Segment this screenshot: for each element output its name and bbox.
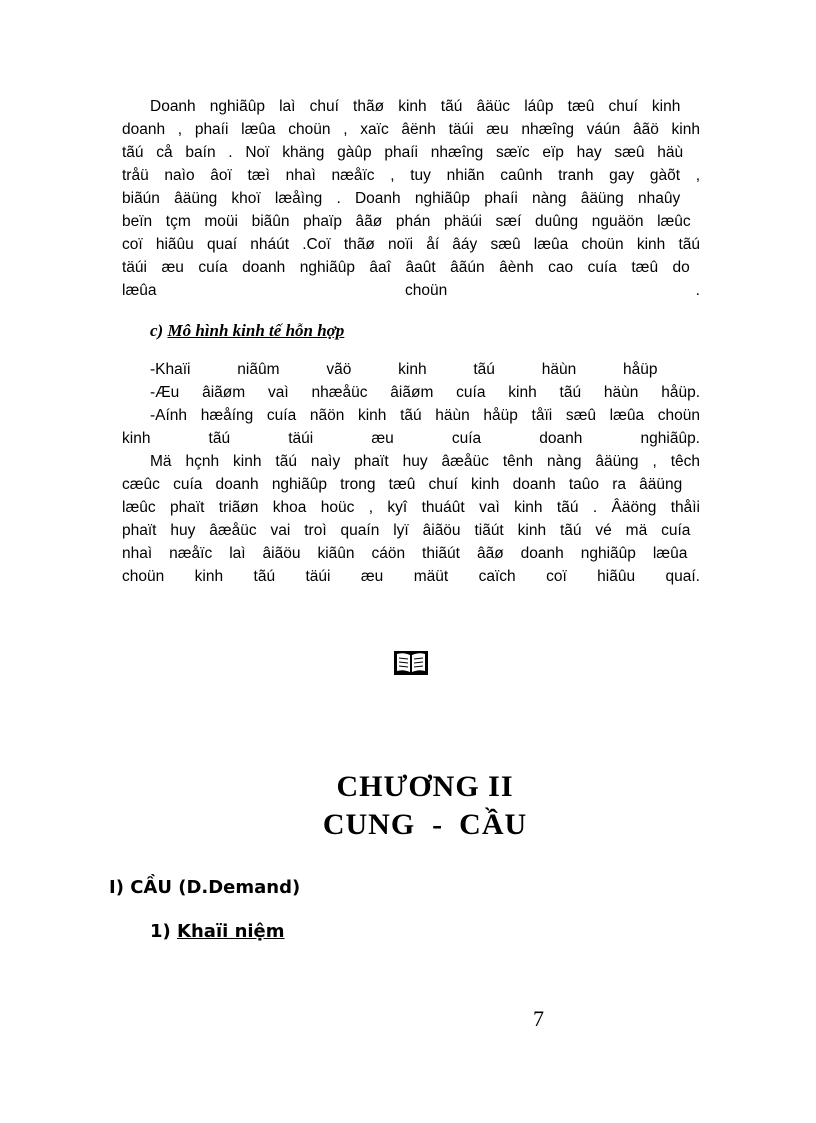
text-line: læûc phaït triãøn khoa hoüc , kyî thuáût vaì kinh tãú . Âäöng thåìi	[122, 499, 700, 516]
text-line: -Khaïi niãûm vãö kinh tãú häùn håüp	[150, 361, 658, 378]
text-line: choün kinh tãú täúi æu mäüt caïch coï hiãûu quaí.	[122, 568, 700, 585]
paragraph-1	[122, 95, 700, 302]
paragraph-2	[122, 358, 700, 588]
section-heading: I) CẦU (D.Demand)	[109, 877, 301, 898]
subheading-prefix: c)	[150, 321, 164, 340]
page-number: 7	[533, 1006, 544, 1031]
chapter-title	[0, 808, 816, 842]
text-line: læûa choün .	[122, 282, 700, 299]
subsection-heading	[150, 921, 285, 942]
text-line: tråü naìo âoï tæì nhaì næåïc , tuy nhiãn caûnh tranh gay gàõt ,	[122, 167, 700, 184]
chapter-title-separator: -	[432, 808, 443, 841]
text-line: -Aính hæåíng cuía nãön kinh tãú häùn håüp tåïi sæû læûa choün	[150, 407, 700, 424]
text-line: -Æu âiãøm vaì nhæåüc âiãøm cuía kinh tãú häùn håüp.	[150, 384, 700, 401]
text-line: täúi æu cuía doanh nghiãûp âaî âaût âãún âènh cao cuía tæû do	[122, 259, 690, 276]
text-line: tãú cå baín . Noï khäng gàûp phaíi nhæîng sæïc eïp hay sæû häù	[122, 144, 684, 161]
text-line: doanh , phaíi læûa choün , xaïc âënh täúi æu nhæîng váún âãö kinh	[122, 121, 700, 138]
text-line: phaït huy âæåüc vai troì quaín lyï âiãöu tiãút kinh tãú vé mä cuía	[122, 522, 691, 539]
text-line: nhaì næåïc laì âiãöu kiãûn cáön thiãút âãø doanh nghiãûp læûa	[122, 545, 688, 562]
subheading-title: Mô hình kinh tế hỗn hợp	[167, 321, 345, 340]
chapter-number: CHƯƠNG II	[336, 770, 514, 803]
text-line: Mä hçnh kinh tãú naìy phaït huy âæåüc tênh nàng âäüng , têch	[150, 453, 700, 470]
subheading-mixed-economy	[150, 321, 344, 341]
text-line: coï hiãûu quaí nháút .Coï thãø noïi åí âáy sæû læûa choün kinh tãú	[122, 236, 700, 253]
subsection-number: 1)	[150, 921, 171, 942]
text-line: kinh tãú täúi æu cuía doanh nghiãûp.	[122, 430, 700, 447]
text-line: beïn tçm moüi biãûn phaïp âãø phán phäúi sæí duûng nguäön læûc	[122, 213, 691, 230]
open-book-icon	[393, 650, 429, 676]
chapter-title-left: CUNG	[322, 808, 416, 841]
subsection-title: Khaïi niệm	[177, 921, 285, 942]
text-line: cæûc cuía doanh nghiãûp trong tæû chuí kinh doanh taûo ra âäüng	[122, 476, 683, 493]
text-line: Doanh nghiãûp laì chuí thãø kinh tãú âäüc láûp tæû chuí kinh	[150, 98, 681, 115]
text-line: biãún âäüng khoï læåìng . Doanh nghiãûp phaíi nàng âäüng nhaûy	[122, 190, 681, 207]
chapter-title-right: CẦU	[459, 808, 528, 841]
